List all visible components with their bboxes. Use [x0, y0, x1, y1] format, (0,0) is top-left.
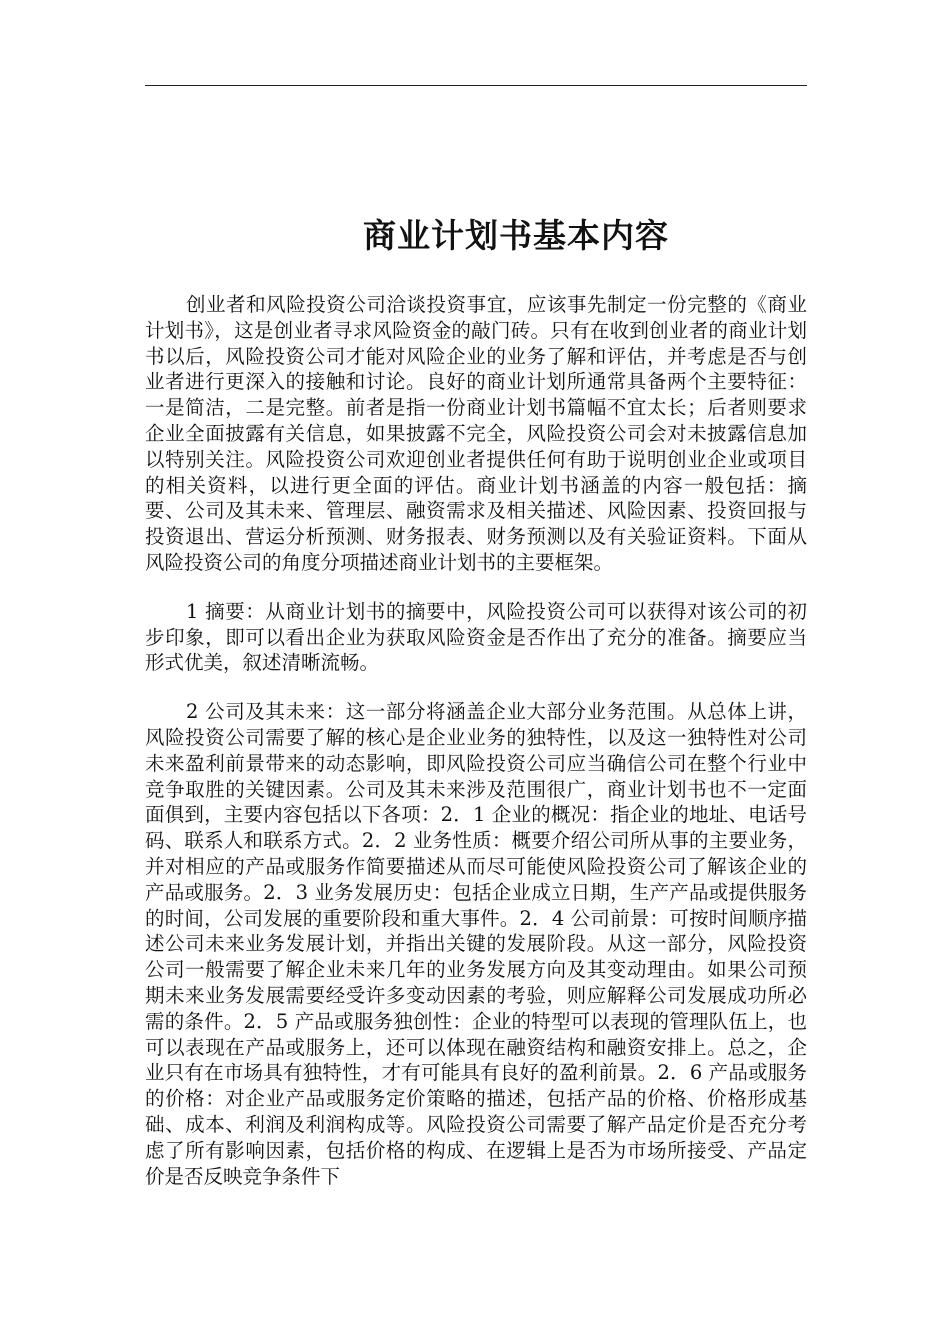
- header-rule: [145, 85, 807, 86]
- paragraph-intro: 创业者和风险投资公司洽谈投资事宜，应该事先制定一份完整的《商业计划书》，这是创业者寻求风险资金的敲门砖。只有在收到创业者的商业计划书以后，风险投资公司才能对风险企业的业务了解和评估，并考虑是否与创业者进行更深入的接触和讨论。良好的商业计划所通常具备两个主要特征：一是简洁，二是完整。前者是指一份商业计划书篇幅不宜太长；后者则要求企业全面披露有关信息，如果披露不完全，风险投资公司会对未披露信息加以特别关注。风险投资公司欢迎创业者提供任何有助于说明创业企业或项目的相关资料，以进行更全面的评估。商业计划书涵盖的内容一般包括：摘要、公司及其未来、管理层、融资需求及相关描述、风险因素、投资回报与投资退出、营运分析预测、财务报表、财务预测以及有关验证资料。下面从风险投资公司的角度分项描述商业计划书的主要框架。: [145, 293, 807, 574]
- paragraph-company-future: 2 公司及其未来：这一部分将涵盖企业大部分业务范围。从总体上讲，风险投资公司需要了解的核心是企业业务的独特性，以及这一独特性对公司未来盈利前景带来的动态影响，即风险投资公司应当确信公司在整个行业中竞争取胜的关键因素。公司及其未来涉及范围很广，商业计划书也不一定面面俱到，主要内容包括以下各项：2．1 企业的概况：指企业的地址、电话号码、联系人和联系方式。2．2 业务性质：概要介绍公司所从事的主要业务，并对相应的产品或服务作简要描述从而尽可能使风险投资公司了解该企业的产品或服务。2．3 业务发展历史：包括企业成立日期，生产产品或提供服务的时间，公司发展的重要阶段和重大事件。2．4 公司前景：可按时间顺序描述公司未来业务发展计划，并指出关键的发展阶段。从这一部分，风险投资公司一般需要了解企业未来几年的业务发展方向及其变动理由。如果公司预期未来业务发展需要经受许多变动因素的考验，则应解释公司发展成功所必需的条件。2．5 产品或服务独创性：企业的特型可以表现的管理队伍上，也可以表现在产品或服务上，还可以体现在融资结构和融资安排上。总之，企业只有在市场具有独特性，才有可能具有良好的盈利前景。2．6 产品或服务的价格：对企业产品或服务定价策略的描述，包括产品的价格、价格形成基础、成本、利润及利润构成等。风险投资公司需要了解产品定价是否充分考虑了所有影响因素，包括价格的构成、在逻辑上是否为市场所接受、产品定价是否反映竞争条件下: [145, 700, 807, 1188]
- document-body: [145, 292, 807, 1212]
- document-title: 商业计划书基本内容: [363, 216, 669, 255]
- paragraph-summary: 1 摘要：从商业计划书的摘要中，风险投资公司可以获得对该公司的初步印象，即可以看出企业为获取风险资金是否作出了充分的准备。摘要应当形式优美，叙述清晰流畅。: [145, 599, 807, 675]
